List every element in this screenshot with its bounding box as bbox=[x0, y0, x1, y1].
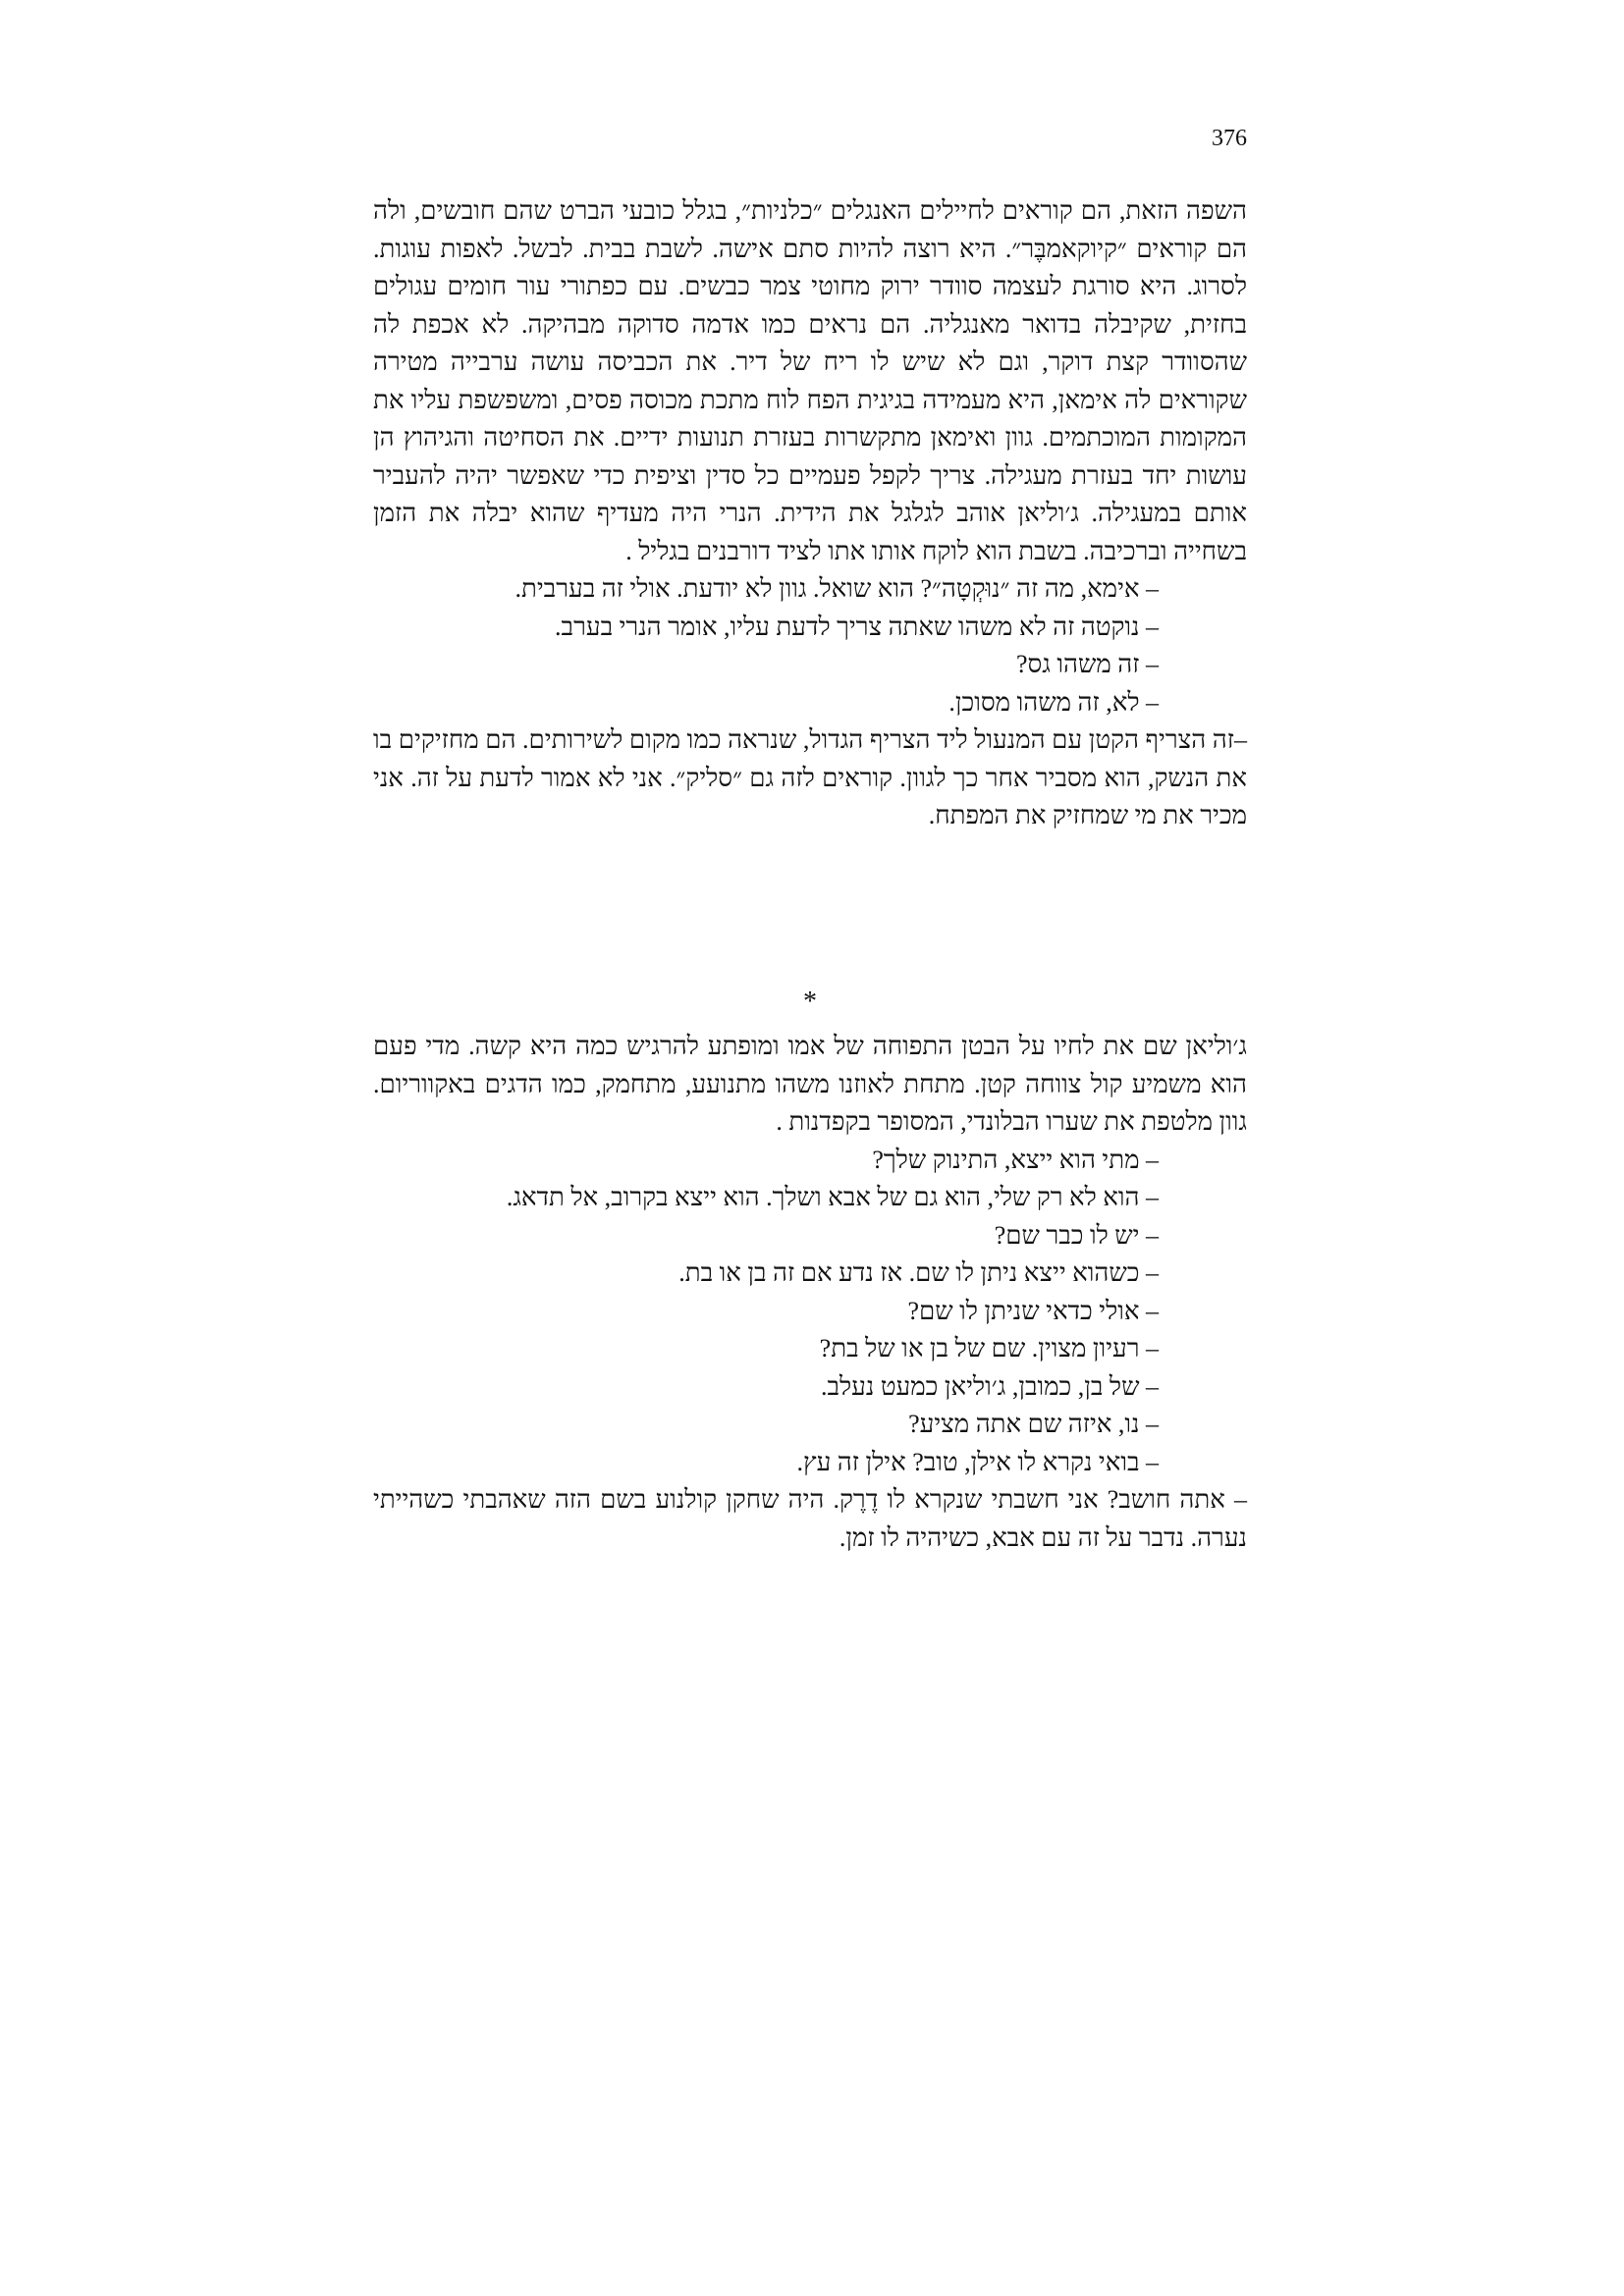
dialog-line: – רעיון מצוין. שם של בן או של בת? bbox=[819, 1334, 1159, 1362]
dialog-line: – יש לו כבר שם? bbox=[994, 1220, 1159, 1250]
dialog-line: – זה משהו גס? bbox=[1015, 650, 1159, 678]
dialog-line: – נוקטה זה לא משהו שאתה צריך לדעת עליו, אומר הנרי בערב. bbox=[555, 612, 1159, 641]
section-one-paragraph: השפה הזאת, הם קוראים לחיילים האנגלים ״כלניות״, בגלל כובעי הברט שהם חובשים, ולה הם קוראים ״קיוקאמבֶּר״. היא רוצה להיות סתם אישה. לשבת בבית. לבשל. לאפות עוגות. לסרוג. היא סורגת לעצמה סוודר ירוק מחוטי צמר כבשים. עם כפתורי עור חומים עגולים בחזית, שקיבלה בדואר מאנגליה. הם נראים כמו אדמה סדוקה מבהיקה. לא אכפת לה שהסוודר קצת דוקר, וגם לא שיש לו ריח של דיר. את הכביסה עושה ערבייה מטירה שקוראים לה אימאן, היא מעמידה בגיגית הפח לוח מתכת מכוסה פסים, ומשפשפת עליו את המקומות המוכתמים. גוון ואימאן מתקשרות בעזרת תנועות ידיים. את הסחיטה והגיהוץ הן עושות יחד בעזרת מעגילה. צריך לקפל פעמיים כל סדין וציפית כדי שאפשר יהיה להעביר אותם במעגילה. ג׳וליאן אוהב לגלגל את הידית. הנרי היה מעדיף שהוא יבלה את הזמן בשחייה וברכיבה. בשבת הוא לוקח אותו אתו לציד דורבנים בגליל . bbox=[373, 196, 1247, 565]
section-one-closing-paragraph: –זה הצריף הקטן עם המנעול ליד הצריף הגדול, שנראה כמו מקום לשירותים. הם מחזיקים בו את הנשק, הוא מסביר אחר כך לגוון. קוראים לזה גם ״סליק״. אני לא אמור לדעת על זה. אני מכיר את מי שמחזיק את המפתח. bbox=[373, 725, 1247, 829]
dialog-line: – הוא לא רק שלי, הוא גם של אבא ושלך. הוא ייצא בקרוב, אל תדאג. bbox=[506, 1183, 1159, 1211]
dialog-line: – כשהוא ייצא ניתן לו שם. אז נדע אם זה בן או בת. bbox=[678, 1258, 1159, 1287]
section-one bbox=[373, 192, 1247, 835]
dialog-line: – נו, איזה שם אתה מציע? bbox=[908, 1410, 1159, 1438]
page-number: 376 bbox=[1212, 126, 1247, 151]
section-two-paragraph: ג׳וליאן שם את לחיו על הבטן התפוחה של אמו ומופתע להרגיש כמה היא קשה. מדי פעם הוא משמיע קול צווחה קטן. מתחת לאוזנו משהו מתנועע, מתחמק, כמו הדגים באקווריום. גוון מלטפת את שערו הבלונדי, המסופר בקפדנות . bbox=[373, 1032, 1247, 1136]
dialog-line: – לא, זה משהו מסוכן. bbox=[948, 687, 1159, 717]
dialog-line: – מתי הוא ייצא, התינוק שלך? bbox=[872, 1145, 1159, 1174]
dialog-line: – אולי כדאי שניתן לו שם? bbox=[907, 1296, 1159, 1325]
dialog-line: – אימא, מה זה ״נוּקְטָה״? הוא שואל. גוון לא יודעת. אולי זה בערבית. bbox=[514, 574, 1159, 603]
dialog-line: – בואי נקרא לו אילן, טוב? אילן זה עץ. bbox=[796, 1447, 1159, 1476]
section-separator: * bbox=[803, 987, 817, 1017]
section-two-closing-dialog: – אתה חושב? אני חשבתי שנקרא לו דֶרֶק. היה שחקן קולנוע בשם הזה שאהבתי כשהייתי נערה. נדבר על זה עם אבא, כשיהיה לו זמן. bbox=[373, 1485, 1247, 1552]
dialog-line: – של בן, כמובן, ג׳וליאן כמעט נעלב. bbox=[820, 1371, 1159, 1401]
section-two bbox=[373, 1028, 1247, 1557]
